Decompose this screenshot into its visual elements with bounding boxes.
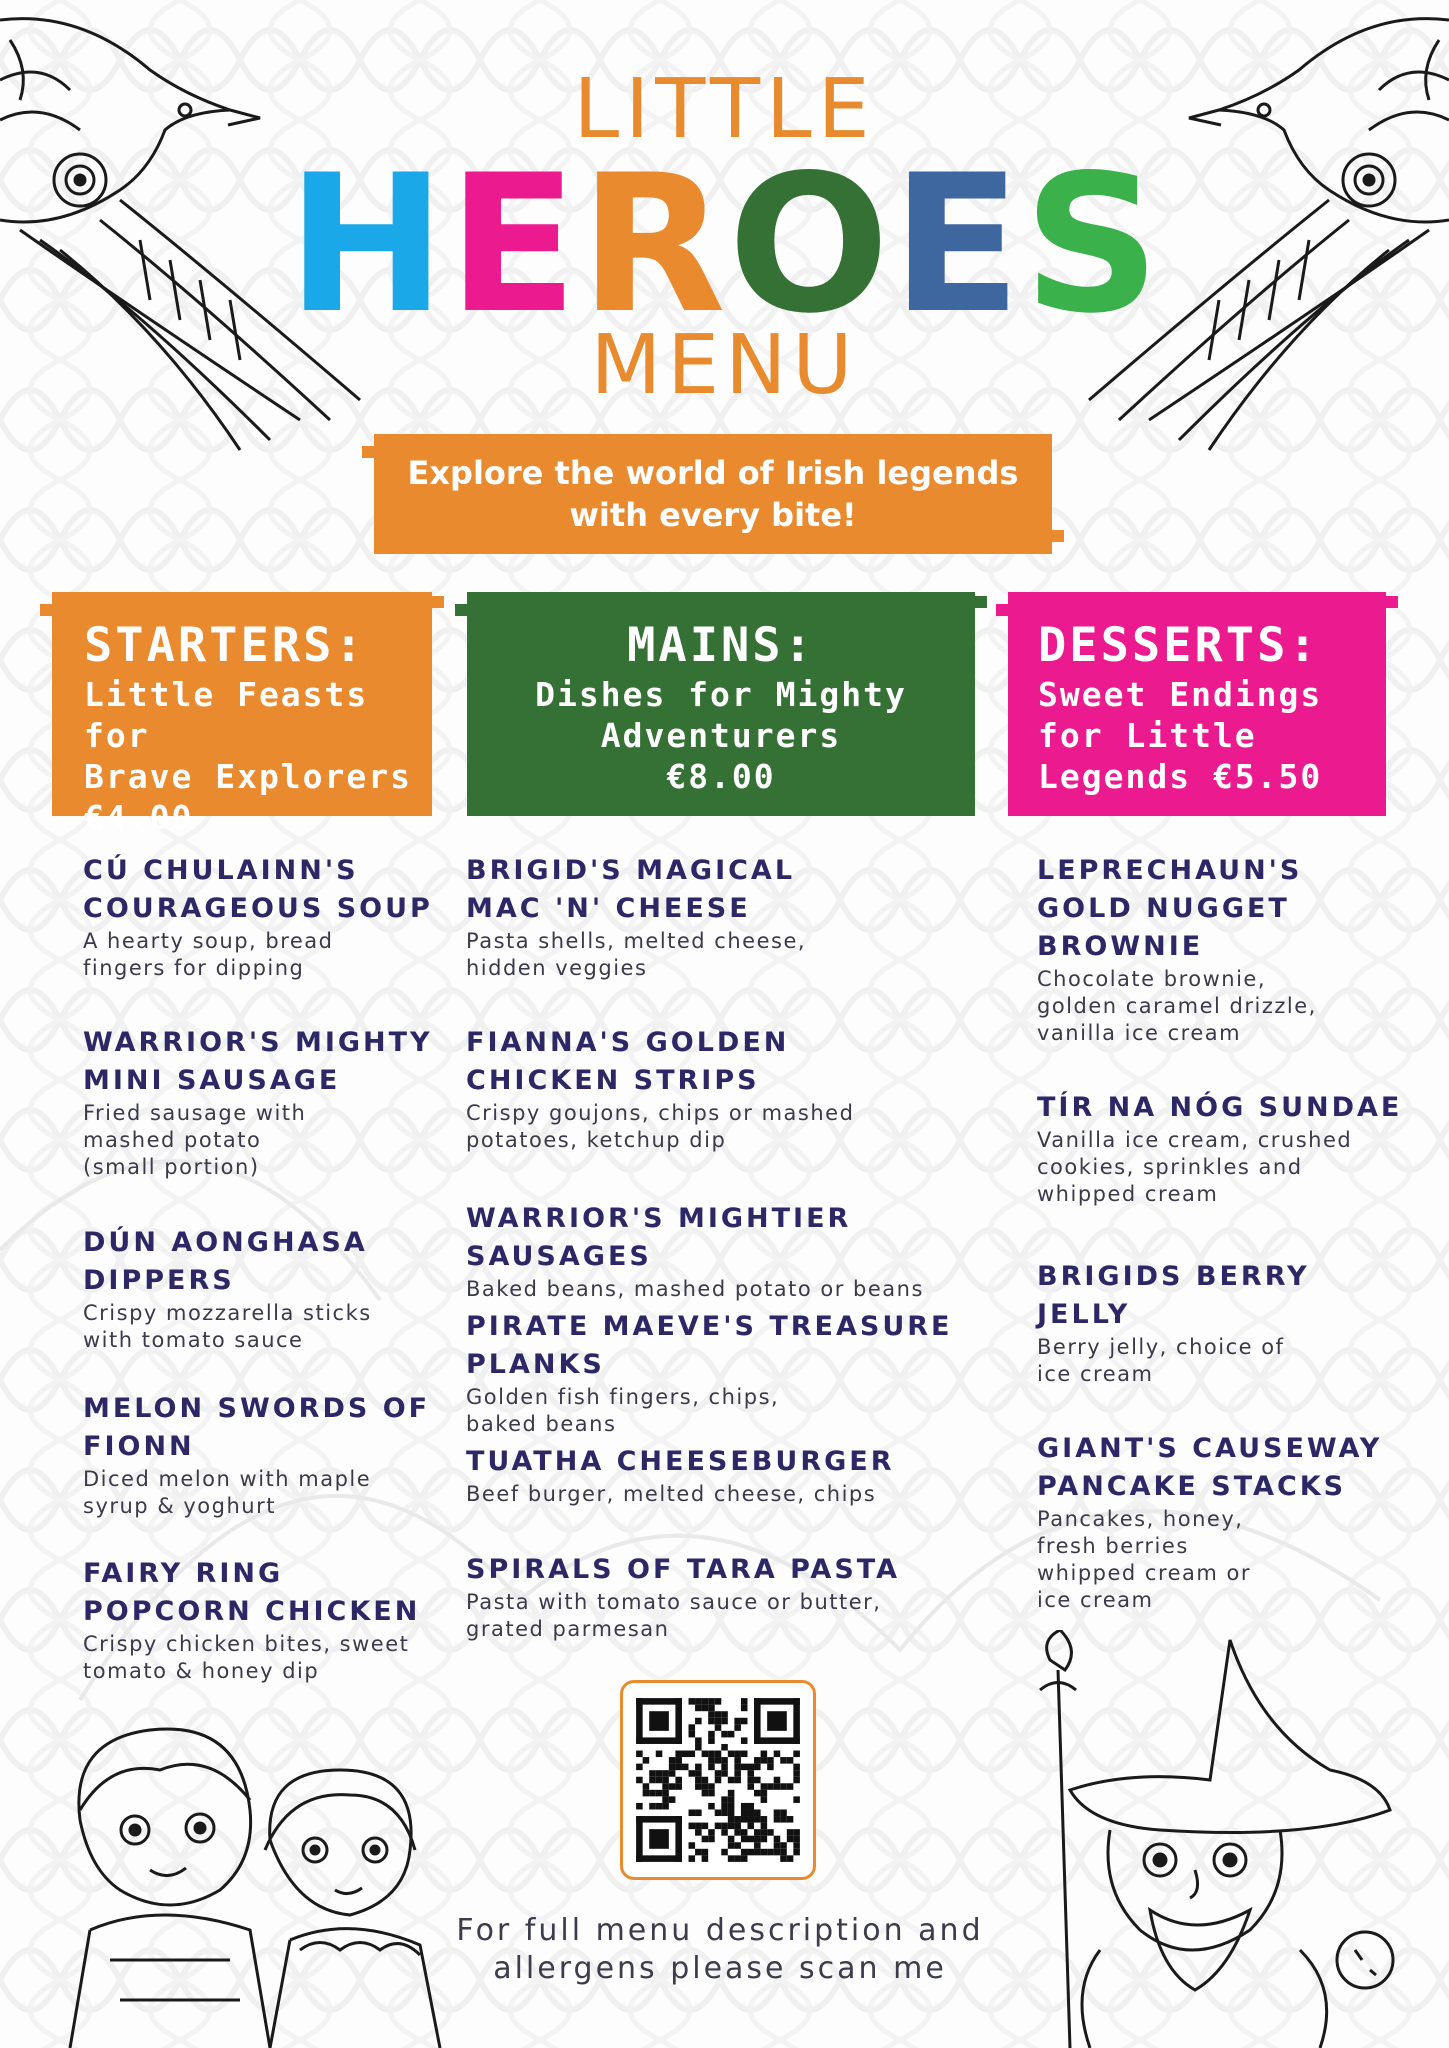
menu-item-description: A hearty soup, bread	[83, 929, 334, 953]
category-mains	[467, 592, 975, 816]
menu-item-description: Pasta with tomato sauce or butter,	[466, 1590, 882, 1614]
category-heading: STARTERS:	[84, 618, 366, 673]
menu-item-description: Crispy chicken bites, sweet	[83, 1632, 410, 1656]
title-heroes-letter: R	[579, 134, 728, 355]
category-heading: MAINS:	[627, 618, 815, 673]
menu-item-name: TÍR NA NÓG SUNDAE	[1037, 1092, 1403, 1123]
tagline-line-1: Explore the world of Irish legends	[407, 454, 1019, 492]
banner-pixel	[362, 446, 374, 458]
tagline-banner	[374, 434, 1052, 554]
menu-item-name: FIONN	[83, 1431, 195, 1462]
menu-item-description: vanilla ice cream	[1037, 1021, 1242, 1045]
menu-item-description: grated parmesan	[466, 1617, 670, 1641]
box-pixel	[1386, 596, 1398, 608]
category-price: €8.00	[666, 757, 776, 796]
menu-item	[83, 1224, 443, 1354]
menu-item-description: with tomato sauce	[83, 1328, 304, 1352]
title-little: LITTLE	[573, 62, 876, 157]
qr-instructions-line-1: For full menu description and	[456, 1913, 984, 1948]
title-heroes-letter: E	[891, 134, 1024, 355]
menu-item-name: GOLD NUGGET	[1037, 893, 1290, 924]
category-subtitle-line: Little Feasts for	[84, 675, 369, 755]
menu-item-name: SPIRALS OF TARA PASTA	[466, 1554, 900, 1585]
menu-item-name: BROWNIE	[1037, 931, 1204, 962]
category-subtitle-line: Adventurers	[600, 716, 842, 755]
menu-item	[466, 1308, 986, 1438]
tagline-line-2: with every bite!	[569, 496, 857, 534]
banner-pixel	[1052, 530, 1064, 542]
menu-item-name: COURAGEOUS SOUP	[83, 893, 433, 924]
menu-item	[466, 1024, 986, 1154]
menu-item	[1037, 852, 1417, 1047]
menu-item-description: fingers for dipping	[83, 956, 305, 980]
title-heroes	[0, 134, 1449, 355]
menu-item	[466, 1551, 986, 1643]
children-illustration	[50, 1700, 470, 2048]
menu-item-description: golden caramel drizzle,	[1037, 994, 1317, 1018]
box-pixel	[455, 604, 467, 616]
menu-item-name: POPCORN CHICKEN	[83, 1596, 421, 1627]
category-starters	[52, 592, 432, 837]
menu-item	[83, 852, 443, 982]
category-price: €4.00	[84, 798, 194, 837]
menu-item-description: Fried sausage with	[83, 1101, 307, 1125]
box-pixel	[432, 596, 444, 608]
box-pixel	[975, 596, 987, 608]
menu-item-name: WARRIOR'S MIGHTY	[83, 1027, 433, 1058]
menu-item-name: PANCAKE STACKS	[1037, 1471, 1347, 1502]
category-subtitle-line: Sweet Endings	[1038, 675, 1323, 714]
menu-item-name: MINI SAUSAGE	[83, 1065, 341, 1096]
menu-item	[83, 1390, 443, 1520]
menu-item-description: whipped cream	[1037, 1182, 1219, 1206]
menu-item-description: fresh berries	[1037, 1534, 1189, 1558]
box-pixel	[40, 604, 52, 616]
menu-item-name: CÚ CHULAINN'S	[83, 855, 359, 886]
menu-item-description: whipped cream or	[1037, 1561, 1252, 1585]
qr-instructions	[420, 1912, 1020, 1988]
menu-item-name: PIRATE MAEVE'S TREASURE PLANKS	[466, 1311, 953, 1380]
menu-item-name: CHICKEN STRIPS	[466, 1065, 760, 1096]
category-price: Legends €5.50	[1038, 757, 1323, 796]
wizard-illustration	[1010, 1630, 1410, 2048]
menu-item-name: BRIGID'S MAGICAL	[466, 855, 796, 886]
menu-item-description: Diced melon with maple	[83, 1467, 372, 1491]
menu-item-name: BRIGIDS BERRY	[1037, 1261, 1310, 1292]
menu-item-description: Vanilla ice cream, crushed	[1037, 1128, 1353, 1152]
box-pixel	[996, 604, 1008, 616]
title-heroes-letter: H	[286, 134, 448, 355]
menu-item-description: ice cream	[1037, 1362, 1154, 1386]
menu-item	[1037, 1089, 1417, 1208]
qr-instructions-line-2: allergens please scan me	[493, 1951, 947, 1986]
menu-item-description: Beef burger, melted cheese, chips	[466, 1482, 877, 1506]
menu-item-description: Baked beans, mashed potato or beans	[466, 1277, 924, 1301]
category-subtitle-line: Dishes for Mighty	[535, 675, 907, 714]
menu-item-description: Pasta shells, melted cheese,	[466, 929, 807, 953]
menu-item	[466, 852, 986, 982]
title-heroes-letter: S	[1023, 134, 1163, 355]
menu-item-description: mashed potato	[83, 1128, 262, 1152]
menu-item-description: Chocolate brownie,	[1037, 967, 1267, 991]
menu-item	[83, 1555, 443, 1685]
menu-item	[1037, 1430, 1417, 1614]
menu-item	[466, 1200, 986, 1303]
menu-item-description: Crispy mozzarella sticks	[83, 1301, 372, 1325]
menu-item-description: Golden fish fingers, chips,	[466, 1385, 780, 1409]
menu-item	[1037, 1258, 1417, 1388]
menu-item-description: Pancakes, honey,	[1037, 1507, 1244, 1531]
menu-item-name: GIANT'S CAUSEWAY	[1037, 1433, 1383, 1464]
menu-item-name: TUATHA CHEESEBURGER	[466, 1446, 895, 1477]
title-heroes-letter: E	[447, 134, 580, 355]
title-menu: MENU	[590, 318, 859, 413]
menu-item-name: LEPRECHAUN'S	[1037, 855, 1303, 886]
menu-item-description: syrup & yoghurt	[83, 1494, 276, 1518]
menu-item-name: DIPPERS	[83, 1265, 235, 1296]
menu-item-name: MELON SWORDS OF	[83, 1393, 431, 1424]
menu-item-name: FIANNA'S GOLDEN	[466, 1027, 790, 1058]
menu-item-name: MAC 'N' CHEESE	[466, 893, 751, 924]
menu-item-name: FAIRY RING	[83, 1558, 284, 1589]
category-heading: DESSERTS:	[1038, 618, 1320, 673]
menu-item-description: Crispy goujons, chips or mashed	[466, 1101, 855, 1125]
menu-item	[466, 1443, 986, 1508]
menu-item-name: DÚN AONGHASA	[83, 1227, 368, 1258]
menu-item-description: ice cream	[1037, 1588, 1154, 1612]
menu-item-name: WARRIOR'S MIGHTIER SAUSAGES	[466, 1203, 852, 1272]
menu-item-description: baked beans	[466, 1412, 617, 1436]
category-subtitle-line: Brave Explorers	[84, 757, 413, 796]
category-desserts	[1008, 592, 1386, 816]
category-subtitle-line: for Little	[1038, 716, 1257, 755]
menu-item-description: cookies, sprinkles and	[1037, 1155, 1303, 1179]
menu-item-description: (small portion)	[83, 1155, 260, 1179]
qr-code-icon[interactable]	[620, 1680, 816, 1880]
title-heroes-letter: O	[727, 134, 892, 355]
menu-item	[83, 1024, 443, 1181]
menu-item-description: tomato & honey dip	[83, 1659, 320, 1683]
menu-item-description: potatoes, ketchup dip	[466, 1128, 727, 1152]
menu-item-description: Berry jelly, choice of	[1037, 1335, 1285, 1359]
menu-item-name: JELLY	[1037, 1299, 1131, 1330]
menu-item-description: hidden veggies	[466, 956, 648, 980]
